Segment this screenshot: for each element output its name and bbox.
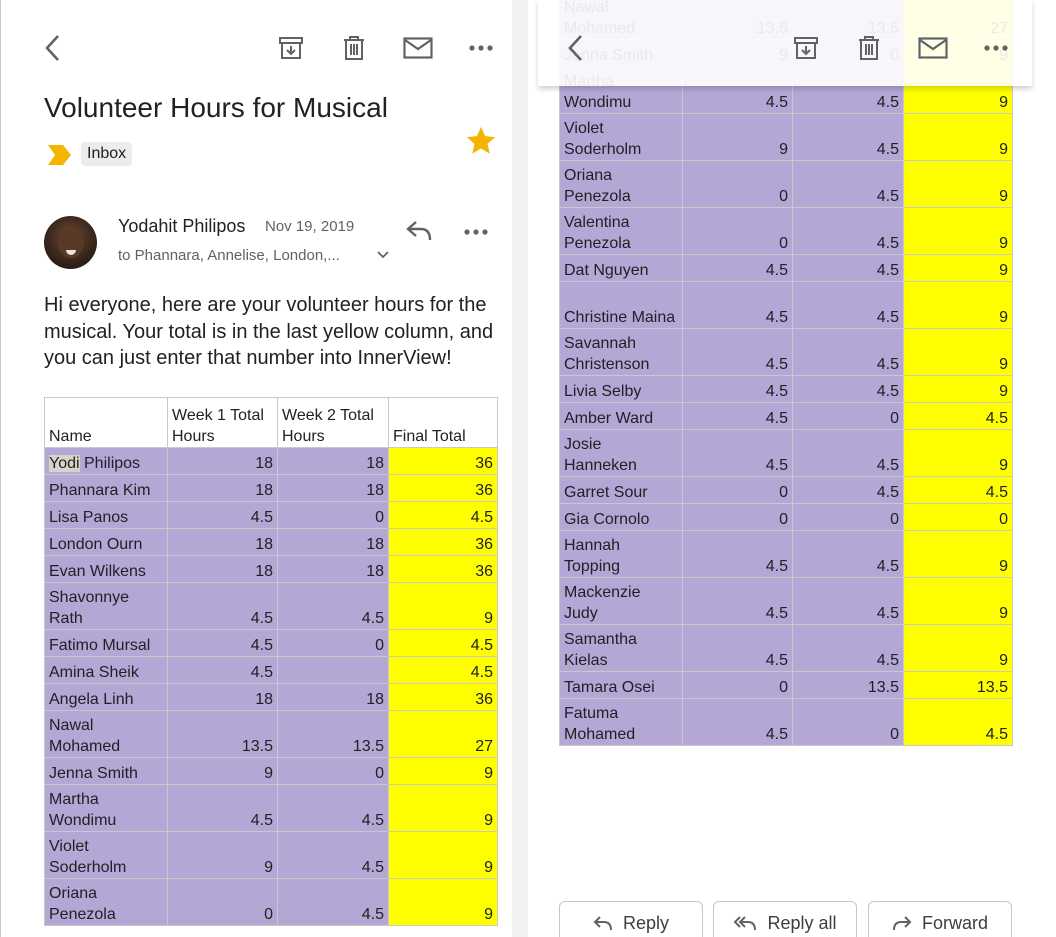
table-row xyxy=(45,657,498,684)
final-total-cell: 9 xyxy=(904,430,1013,477)
hours-cell: 0 xyxy=(793,403,904,430)
hours-cell: 4.5 xyxy=(793,430,904,477)
selected-text: Yodi xyxy=(49,455,80,472)
hours-cell: 4.5 xyxy=(278,832,389,879)
name-cell: Shavonnye Rath xyxy=(45,583,168,630)
table-row xyxy=(560,282,1013,329)
name-cell: Evan Wilkens xyxy=(45,556,168,583)
name-cell: Amber Ward xyxy=(560,403,683,430)
table-row xyxy=(560,699,1013,746)
more-horizontal-icon xyxy=(469,45,493,51)
hours-cell: 4.5 xyxy=(793,161,904,208)
name-cell: Garret Sour xyxy=(560,477,683,504)
hours-cell: 4.5 xyxy=(793,255,904,282)
chevron-left-icon xyxy=(564,34,588,62)
final-total-cell: 36 xyxy=(389,448,498,475)
hours-cell: 13.5 xyxy=(168,711,278,758)
trash-icon xyxy=(858,35,880,61)
hours-cell: 4.5 xyxy=(793,625,904,672)
hours-cell: 4.5 xyxy=(278,583,389,630)
name-cell: Mackenzie Judy xyxy=(560,578,683,625)
hours-cell: 0 xyxy=(278,758,389,785)
recipients-line[interactable]: to Phannara, Annelise, London,... xyxy=(118,247,340,264)
name-cell: Livia Selby xyxy=(560,376,683,403)
hours-cell: 4.5 xyxy=(683,578,793,625)
final-total-cell: 9 xyxy=(904,255,1013,282)
importance-label-icon[interactable] xyxy=(48,145,72,165)
back-button[interactable] xyxy=(556,28,596,68)
hours-cell: 4.5 xyxy=(793,282,904,329)
table-row xyxy=(560,161,1013,208)
hours-cell: 4.5 xyxy=(793,114,904,161)
mail-icon xyxy=(403,37,433,59)
reply-all-label: Reply all xyxy=(767,912,837,933)
table-row xyxy=(560,578,1013,625)
avatar[interactable] xyxy=(44,216,97,269)
more-button[interactable] xyxy=(461,28,501,68)
final-total-cell: 9 xyxy=(904,282,1013,329)
name-cell: Fatimo Mursal xyxy=(45,630,168,657)
name-cell: Amina Sheik xyxy=(45,657,168,684)
forward-button[interactable] xyxy=(868,901,1012,937)
table-row xyxy=(45,529,498,556)
hours-cell: 4.5 xyxy=(168,583,278,630)
name-cell: Tamara Osei xyxy=(560,672,683,699)
final-total-cell: 9 xyxy=(904,161,1013,208)
hours-cell: 18 xyxy=(278,684,389,711)
more-horizontal-icon xyxy=(984,45,1008,51)
table-row xyxy=(45,630,498,657)
table-row xyxy=(560,672,1013,699)
name-cell: Jenna Smith xyxy=(45,758,168,785)
hours-cell: 9 xyxy=(168,832,278,879)
table-row xyxy=(45,879,498,926)
hours-cell: 0 xyxy=(278,502,389,529)
hours-cell: 4.5 xyxy=(168,630,278,657)
email-body: Hi everyone, here are your volunteer hours for the musical. Your total is in the last yellow column, and you can just enter that number into InnerView! xyxy=(44,294,494,369)
delete-button[interactable] xyxy=(849,28,889,68)
hours-cell: 4.5 xyxy=(793,329,904,376)
final-total-cell: 27 xyxy=(389,711,498,758)
name-cell: Violet Soderholm xyxy=(560,114,683,161)
forward-label: Forward xyxy=(921,912,988,933)
hours-cell: 0 xyxy=(278,630,389,657)
hours-cell: 0 xyxy=(683,672,793,699)
table-row xyxy=(560,430,1013,477)
floating-toolbar xyxy=(538,0,1032,86)
table-row xyxy=(560,208,1013,255)
archive-button[interactable] xyxy=(271,28,311,68)
sender-name[interactable]: Yodahit Philipos xyxy=(118,216,246,236)
message-more-icon[interactable] xyxy=(463,216,489,248)
final-total-cell: 9 xyxy=(904,376,1013,403)
reply-button[interactable] xyxy=(559,901,703,937)
table-row xyxy=(45,684,498,711)
hours-cell: 18 xyxy=(278,448,389,475)
inbox-label-chip[interactable]: Inbox xyxy=(81,142,132,166)
name-cell: Yodi Philipos xyxy=(45,448,168,475)
hours-cell: 4.5 xyxy=(793,67,904,114)
name-cell: Lisa Panos xyxy=(45,502,168,529)
final-total-cell: 13.5 xyxy=(904,672,1013,699)
table-row xyxy=(45,758,498,785)
table-row xyxy=(45,832,498,879)
hours-cell: 18 xyxy=(168,475,278,502)
name-cell: London Ourn xyxy=(45,529,168,556)
hours-cell: 0 xyxy=(683,208,793,255)
hours-cell: 9 xyxy=(683,114,793,161)
right-screen xyxy=(528,0,1056,937)
table-row xyxy=(560,114,1013,161)
name-cell: Savannah Christenson xyxy=(560,329,683,376)
table-row xyxy=(45,711,498,758)
final-total-cell: 36 xyxy=(389,556,498,583)
hours-cell: 4.5 xyxy=(683,699,793,746)
final-total-cell: 4.5 xyxy=(904,477,1013,504)
back-button[interactable] xyxy=(33,28,73,68)
final-total-cell: 9 xyxy=(904,67,1013,114)
name-cell: Nawal Mohamed xyxy=(45,711,168,758)
final-total-cell: 4.5 xyxy=(904,699,1013,746)
hours-cell: 4.5 xyxy=(683,376,793,403)
forward-icon xyxy=(892,914,912,932)
delete-button[interactable] xyxy=(334,28,374,68)
hours-cell: 4.5 xyxy=(683,430,793,477)
name-cell: Valentina Penezola xyxy=(560,208,683,255)
column-header: Week 2 Total Hours xyxy=(278,398,389,448)
mark-unread-button[interactable] xyxy=(398,28,438,68)
table-row xyxy=(560,403,1013,430)
hours-cell: 18 xyxy=(278,475,389,502)
reply-all-button[interactable] xyxy=(713,901,857,937)
final-total-cell: 36 xyxy=(389,684,498,711)
archive-icon xyxy=(793,35,819,61)
hours-cell: 4.5 xyxy=(793,208,904,255)
name-cell: Oriana Penezola xyxy=(560,161,683,208)
final-total-cell: 9 xyxy=(389,583,498,630)
star-icon[interactable] xyxy=(463,124,499,158)
table-row xyxy=(45,583,498,630)
table-row xyxy=(560,376,1013,403)
final-total-cell: 9 xyxy=(389,758,498,785)
hours-cell: 4.5 xyxy=(168,502,278,529)
table-header-row xyxy=(45,398,498,448)
hours-cell: 18 xyxy=(168,529,278,556)
reply-label: Reply xyxy=(622,912,670,933)
hours-cell: 4.5 xyxy=(793,578,904,625)
name-cell: Angela Linh xyxy=(45,684,168,711)
final-total-cell: 9 xyxy=(904,531,1013,578)
mail-icon xyxy=(918,37,948,59)
final-total-cell: 0 xyxy=(904,504,1013,531)
final-total-cell: 36 xyxy=(389,475,498,502)
email-date: Nov 19, 2019 xyxy=(265,218,355,235)
hours-cell: 4.5 xyxy=(168,785,278,832)
hours-cell: 4.5 xyxy=(278,879,389,926)
reply-icon[interactable] xyxy=(405,216,433,244)
hours-cell: 0 xyxy=(683,477,793,504)
hours-cell: 18 xyxy=(278,556,389,583)
more-button[interactable] xyxy=(976,28,1016,68)
final-total-cell: 9 xyxy=(904,208,1013,255)
hours-cell: 0 xyxy=(793,699,904,746)
hours-cell: 18 xyxy=(168,556,278,583)
hours-table-scrolled xyxy=(559,0,1013,746)
table-row xyxy=(560,255,1013,282)
name-cell: Samantha Kielas xyxy=(560,625,683,672)
final-total-cell: 4.5 xyxy=(389,502,498,529)
hours-cell: 4.5 xyxy=(683,255,793,282)
chevron-down-icon[interactable] xyxy=(377,250,389,260)
table-row xyxy=(45,502,498,529)
name-cell: Oriana Penezola xyxy=(45,879,168,926)
name-cell: Martha Wondimu xyxy=(45,785,168,832)
final-total-cell: 36 xyxy=(389,529,498,556)
hours-cell: 13.5 xyxy=(793,672,904,699)
hours-cell: 4.5 xyxy=(683,329,793,376)
final-total-cell: 9 xyxy=(904,114,1013,161)
name-cell: Gia Cornolo xyxy=(560,504,683,531)
hours-cell: 13.5 xyxy=(278,711,389,758)
table-row xyxy=(560,531,1013,578)
hours-cell: 4.5 xyxy=(278,785,389,832)
column-header: Week 1 Total Hours xyxy=(168,398,278,448)
hours-cell: 18 xyxy=(278,529,389,556)
hours-cell: 0 xyxy=(683,504,793,531)
reply-all-icon xyxy=(733,914,757,932)
final-total-cell: 9 xyxy=(904,578,1013,625)
table-row xyxy=(560,477,1013,504)
name-cell: Violet Soderholm xyxy=(45,832,168,879)
table-row xyxy=(560,329,1013,376)
table-row xyxy=(45,448,498,475)
name-cell: Phannara Kim xyxy=(45,475,168,502)
final-total-cell: 9 xyxy=(904,625,1013,672)
name-cell: Josie Hanneken xyxy=(560,430,683,477)
name-cell: Dat Nguyen xyxy=(560,255,683,282)
hours-table xyxy=(44,397,498,926)
final-total-cell: 9 xyxy=(389,832,498,879)
column-header: Final Total xyxy=(389,398,498,448)
final-total-cell: 4.5 xyxy=(904,403,1013,430)
final-total-cell: 4.5 xyxy=(389,630,498,657)
archive-icon xyxy=(278,35,304,61)
table-row xyxy=(560,625,1013,672)
name-cell: Fatuma Mohamed xyxy=(560,699,683,746)
final-total-cell: 9 xyxy=(389,785,498,832)
hours-cell: 4.5 xyxy=(683,531,793,578)
hours-cell: 18 xyxy=(168,684,278,711)
reply-icon xyxy=(593,914,613,932)
hours-cell: 4.5 xyxy=(168,657,278,684)
hours-cell: 0 xyxy=(683,161,793,208)
hours-cell: 4.5 xyxy=(683,282,793,329)
name-cell: Christine Maina xyxy=(560,282,683,329)
archive-button[interactable] xyxy=(786,28,826,68)
table-row xyxy=(45,556,498,583)
name-cell: Hannah Topping xyxy=(560,531,683,578)
hours-cell: 4.5 xyxy=(793,531,904,578)
hours-cell xyxy=(278,657,389,684)
trash-icon xyxy=(343,35,365,61)
table-row xyxy=(45,475,498,502)
table-row xyxy=(560,504,1013,531)
final-total-cell: 9 xyxy=(904,329,1013,376)
hours-cell: 4.5 xyxy=(793,477,904,504)
final-total-cell: 9 xyxy=(389,879,498,926)
hours-cell: 4.5 xyxy=(683,403,793,430)
hours-cell: 4.5 xyxy=(793,376,904,403)
top-toolbar xyxy=(1,0,528,96)
name-cell: Wondimu xyxy=(560,67,683,114)
hours-cell: 4.5 xyxy=(683,625,793,672)
email-subject: Volunteer Hours for Musical xyxy=(44,92,388,123)
final-total-cell: 4.5 xyxy=(389,657,498,684)
hours-cell: 0 xyxy=(793,504,904,531)
hours-cell: 18 xyxy=(168,448,278,475)
chevron-left-icon xyxy=(41,34,65,62)
hours-cell: 9 xyxy=(168,758,278,785)
table-row xyxy=(45,785,498,832)
hours-cell: 4.5 xyxy=(683,67,793,114)
mark-unread-button[interactable] xyxy=(913,28,953,68)
column-header: Name xyxy=(45,398,168,448)
hours-cell: 0 xyxy=(168,879,278,926)
